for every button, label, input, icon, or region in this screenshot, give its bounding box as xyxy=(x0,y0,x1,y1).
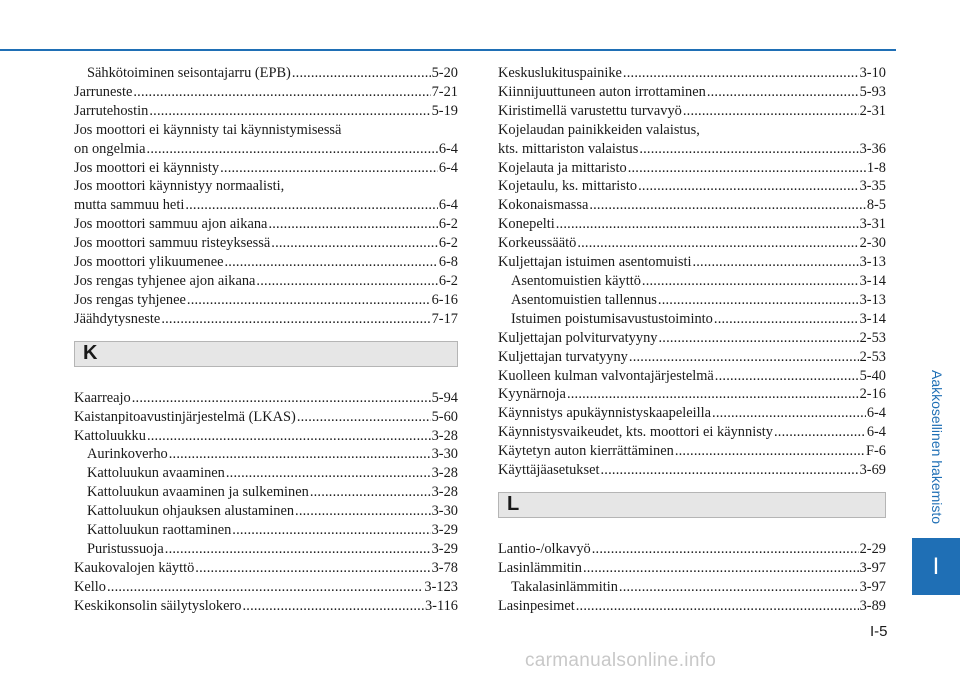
index-entry-text: Jos moottori ei käynnisty xyxy=(74,159,220,176)
index-entry xyxy=(498,559,886,578)
index-entry-page: 3-123 xyxy=(424,578,458,595)
index-entry-text: Kojetaulu, ks. mittaristo xyxy=(498,178,638,195)
dot-leader xyxy=(226,464,431,483)
index-entry xyxy=(498,423,886,442)
index-entry xyxy=(74,445,458,464)
index-entry xyxy=(498,196,886,215)
index-entry-text: Keskuslukituspainike xyxy=(498,65,622,81)
index-entry-page: 2-16 xyxy=(859,386,886,403)
dot-leader xyxy=(556,215,859,234)
index-entry xyxy=(74,291,458,310)
dot-leader xyxy=(712,404,866,423)
index-entry-text: Kyynärnoja xyxy=(498,386,566,403)
index-entry-page: F-6 xyxy=(866,443,886,460)
index-entry-page: 5-93 xyxy=(859,83,886,100)
dot-leader xyxy=(271,234,438,253)
index-entry-page: 3-89 xyxy=(859,597,886,614)
index-entry-page: 3-97 xyxy=(859,578,886,595)
dot-leader xyxy=(692,253,858,272)
dot-leader xyxy=(185,196,438,215)
index-entry xyxy=(74,408,458,427)
index-group xyxy=(74,389,458,616)
index-entry-page: 3-10 xyxy=(859,65,886,81)
dot-leader xyxy=(169,445,431,464)
index-entry xyxy=(498,291,886,310)
index-entry-text: Kuolleen kulman valvontajärjestelmä xyxy=(498,367,714,384)
index-entry-page: 5-60 xyxy=(431,408,458,425)
dot-leader xyxy=(592,540,859,559)
index-entry-text: Kiinnijuuttuneen auton irrottaminen xyxy=(498,83,706,100)
dot-leader xyxy=(567,385,859,404)
side-tab-label: Aakkosellinen hakemisto xyxy=(929,370,945,525)
index-entry-page: 5-94 xyxy=(431,389,458,406)
dot-leader xyxy=(149,102,430,121)
index-entry-text: Kokonaismassa xyxy=(498,197,589,214)
dot-leader xyxy=(295,502,431,521)
index-entry-text: Sähkötoiminen seisontajarru (EPB) xyxy=(87,65,291,81)
index-entry xyxy=(74,310,458,329)
index-entry-page: 2-30 xyxy=(859,235,886,252)
dot-leader xyxy=(165,540,431,559)
index-entry xyxy=(74,272,458,291)
index-entry-text: Kattoluukun avaaminen ja sulkeminen xyxy=(87,484,309,501)
index-entry-text: Jarrutehostin xyxy=(74,102,149,119)
index-entry-text: Kattoluukku xyxy=(74,427,146,444)
index-entry-page: 3-31 xyxy=(859,216,886,233)
index-entry xyxy=(498,64,886,83)
index-entry xyxy=(74,389,458,408)
index-entry xyxy=(498,461,886,480)
index-entry-text: Kiristimellä varustettu turvavyö xyxy=(498,102,682,119)
index-entry-page: 6-2 xyxy=(438,216,458,233)
dot-leader xyxy=(310,483,431,502)
dot-leader xyxy=(707,83,859,102)
index-entry xyxy=(498,215,886,234)
index-entry xyxy=(74,464,458,483)
watermark: carmanualsonline.info xyxy=(525,650,717,671)
index-entry-page: 8-5 xyxy=(866,197,886,214)
index-entry xyxy=(74,521,458,540)
index-entry-text: Jarruneste xyxy=(74,83,133,100)
index-entry-page: 3-13 xyxy=(859,254,886,271)
index-entry-heading: Jos moottori käynnistyy normaalisti, xyxy=(74,178,285,195)
index-entry-page: 3-116 xyxy=(424,597,458,614)
index-entry-text: Käyttäjäasetukset xyxy=(498,462,600,479)
side-tab-letter: I xyxy=(912,538,960,595)
index-entry xyxy=(74,578,458,597)
dot-leader xyxy=(589,196,865,215)
index-entry-text: Käynnistys apukäynnistyskaapeleilla xyxy=(498,405,712,422)
index-entry xyxy=(74,64,458,83)
index-entry-text: Puristussuoja xyxy=(87,540,164,557)
index-entry-text: Kattoluukun ohjauksen alustaminen xyxy=(87,503,295,520)
index-entry-text: Kaukovalojen käyttö xyxy=(74,559,195,576)
dot-leader xyxy=(195,559,430,578)
index-column-right xyxy=(498,64,886,616)
index-entry-page: 1-8 xyxy=(866,159,886,176)
index-entry-text: Jos rengas tyhjenee ajon aikana xyxy=(74,272,256,289)
dot-leader xyxy=(225,253,438,272)
dot-leader xyxy=(147,427,431,446)
index-entry-text: Kattoluukun raottaminen xyxy=(87,522,232,539)
index-entry xyxy=(498,540,886,559)
index-entry-text: Aurinkoverho xyxy=(87,446,168,463)
section-letter-l: L xyxy=(498,492,886,518)
index-entry xyxy=(74,234,458,253)
dot-leader xyxy=(774,423,866,442)
index-entry xyxy=(498,177,886,196)
dot-leader xyxy=(619,578,859,597)
dot-leader xyxy=(639,140,858,159)
index-entry xyxy=(74,102,458,121)
index-entry-heading: Kojelaudan painikkeiden valaistus, xyxy=(498,121,700,138)
index-entry xyxy=(498,348,886,367)
index-entry-page: 5-40 xyxy=(859,367,886,384)
dot-leader xyxy=(683,102,859,121)
index-entry-text: Jos moottori sammuu ajon aikana xyxy=(74,216,268,233)
index-entry-text: Lasinlämmitin xyxy=(498,559,582,576)
index-entry-text: on ongelmia xyxy=(74,140,146,157)
index-entry-page: 3-29 xyxy=(431,540,458,557)
dot-leader xyxy=(132,389,431,408)
index-entry xyxy=(498,578,886,597)
index-column-left xyxy=(74,64,458,616)
index-entry-text: Lantio-/olkavyö xyxy=(498,540,591,557)
index-entry xyxy=(74,121,458,159)
index-entry-page: 3-28 xyxy=(431,427,458,444)
dot-leader xyxy=(658,291,859,310)
index-entry-page: 3-14 xyxy=(859,272,886,289)
section-letter-k: K xyxy=(74,341,458,367)
dot-leader xyxy=(242,597,423,616)
index-entry xyxy=(498,329,886,348)
index-entry-text: Jos moottori ylikuumenee xyxy=(74,254,224,271)
index-entry-page: 3-13 xyxy=(859,291,886,308)
index-entry xyxy=(74,559,458,578)
index-entry xyxy=(498,121,886,159)
index-entry-page: 2-31 xyxy=(859,102,886,119)
dot-leader xyxy=(133,83,430,102)
index-entry-text: mutta sammuu heti xyxy=(74,197,185,214)
index-entry-text: Kojelauta ja mittaristo xyxy=(498,159,627,176)
index-entry xyxy=(74,540,458,559)
index-entry-text: Kuljettajan polviturvatyyny xyxy=(498,329,658,346)
index-entry-text: kts. mittariston valaistus xyxy=(498,140,639,157)
index-entry xyxy=(74,177,458,215)
index-entry-page: 3-28 xyxy=(431,465,458,482)
index-entry-text: Korkeussäätö xyxy=(498,235,577,252)
dot-leader xyxy=(642,272,859,291)
index-entry xyxy=(498,83,886,102)
index-entry xyxy=(498,234,886,253)
index-entry-page: 6-16 xyxy=(431,291,458,308)
index-entry xyxy=(74,427,458,446)
index-entry-text: Konepelti xyxy=(498,216,555,233)
index-entry-page: 2-53 xyxy=(859,329,886,346)
index-entry-heading: Jos moottori ei käynnisty tai käynnistymisessä xyxy=(74,121,342,138)
index-entry-page: 3-14 xyxy=(859,310,886,327)
dot-leader xyxy=(714,310,859,329)
dot-leader xyxy=(220,159,438,178)
index-entry-page: 3-36 xyxy=(859,140,886,157)
dot-leader xyxy=(232,521,430,540)
index-entry-text: Kaistanpitoavustinjärjestelmä (LKAS) xyxy=(74,408,296,425)
dot-leader xyxy=(161,310,430,329)
dot-leader xyxy=(675,442,865,461)
index-entry-text: Asentomuistien käyttö xyxy=(511,272,641,289)
index-entry-page: 7-21 xyxy=(431,83,458,100)
index-entry-text: Kello xyxy=(74,578,106,595)
index-entry-page: 6-4 xyxy=(438,140,458,157)
top-rule xyxy=(0,49,896,51)
dot-leader xyxy=(601,461,859,480)
index-group xyxy=(498,64,886,480)
index-entry-page: 3-29 xyxy=(431,522,458,539)
index-entry xyxy=(74,502,458,521)
dot-leader xyxy=(256,272,437,291)
dot-leader xyxy=(629,348,859,367)
index-entry xyxy=(74,483,458,502)
index-entry xyxy=(498,442,886,461)
index-entry-page: 3-35 xyxy=(859,178,886,195)
index-entry-page: 6-2 xyxy=(438,235,458,252)
index-entry-page: 6-4 xyxy=(866,424,886,441)
index-entry xyxy=(74,83,458,102)
index-entry xyxy=(498,310,886,329)
dot-leader xyxy=(292,64,431,83)
index-entry-page: 6-4 xyxy=(866,405,886,422)
index-entry-page: 3-30 xyxy=(431,446,458,463)
index-entry xyxy=(74,159,458,178)
index-entry-text: Lasinpesimet xyxy=(498,597,575,614)
index-entry xyxy=(498,159,886,178)
dot-leader xyxy=(187,291,431,310)
index-group xyxy=(74,64,458,329)
index-entry-page: 3-69 xyxy=(859,462,886,479)
dot-leader xyxy=(583,559,859,578)
index-entry-page: 2-53 xyxy=(859,348,886,365)
index-entry xyxy=(74,215,458,234)
index-entry xyxy=(498,404,886,423)
index-entry xyxy=(74,253,458,272)
index-entry xyxy=(498,102,886,121)
index-entry-text: Käytetyn auton kierrättäminen xyxy=(498,443,674,460)
index-entry-page: 5-19 xyxy=(431,102,458,119)
index-entry-page: 3-78 xyxy=(431,559,458,576)
index-entry-page: 5-20 xyxy=(431,65,458,81)
index-entry-page: 3-97 xyxy=(859,559,886,576)
dot-leader xyxy=(147,140,438,159)
index-entry-text: Käynnistysvaikeudet, kts. moottori ei käynnisty xyxy=(498,424,773,441)
dot-leader xyxy=(268,215,437,234)
index-entry-text: Kaarreajo xyxy=(74,389,131,406)
dot-leader xyxy=(107,578,423,597)
dot-leader xyxy=(715,367,859,386)
index-entry-text: Kuljettajan turvatyyny xyxy=(498,348,628,365)
index-entry-text: Takalasinlämmitin xyxy=(511,578,618,595)
index-entry xyxy=(498,253,886,272)
dot-leader xyxy=(638,177,859,196)
dot-leader xyxy=(658,329,858,348)
dot-leader xyxy=(623,64,859,83)
page-number: I-5 xyxy=(870,623,888,640)
index-entry-text: Jos moottori sammuu risteyksessä xyxy=(74,235,271,252)
dot-leader xyxy=(297,408,431,427)
index-entry-page: 3-28 xyxy=(431,484,458,501)
index-entry-text: Asentomuistien tallennus xyxy=(511,291,657,308)
index-entry-text: Keskikonsolin säilytyslokero xyxy=(74,597,242,614)
index-entry xyxy=(498,272,886,291)
index-entry xyxy=(498,597,886,616)
index-entry-page: 3-30 xyxy=(431,503,458,520)
index-entry-page: 6-4 xyxy=(438,197,458,214)
index-entry xyxy=(74,597,458,616)
dot-leader xyxy=(577,234,858,253)
index-entry-page: 6-2 xyxy=(438,272,458,289)
index-entry xyxy=(498,385,886,404)
index-entry-page: 7-17 xyxy=(431,310,458,327)
index-entry-text: Istuimen poistumisavustustoiminto xyxy=(511,310,713,327)
index-entry xyxy=(498,367,886,386)
index-group xyxy=(498,540,886,616)
dot-leader xyxy=(628,159,866,178)
index-entry-text: Kattoluukun avaaminen xyxy=(87,465,225,482)
index-entry-text: Jos rengas tyhjenee xyxy=(74,291,186,308)
index-entry-page: 2-29 xyxy=(859,540,886,557)
index-entry-text: Kuljettajan istuimen asentomuisti xyxy=(498,254,692,271)
index-entry-page: 6-4 xyxy=(438,159,458,176)
index-entry-text: Jäähdytysneste xyxy=(74,310,161,327)
index-entry-page: 6-8 xyxy=(438,254,458,271)
dot-leader xyxy=(576,597,859,616)
